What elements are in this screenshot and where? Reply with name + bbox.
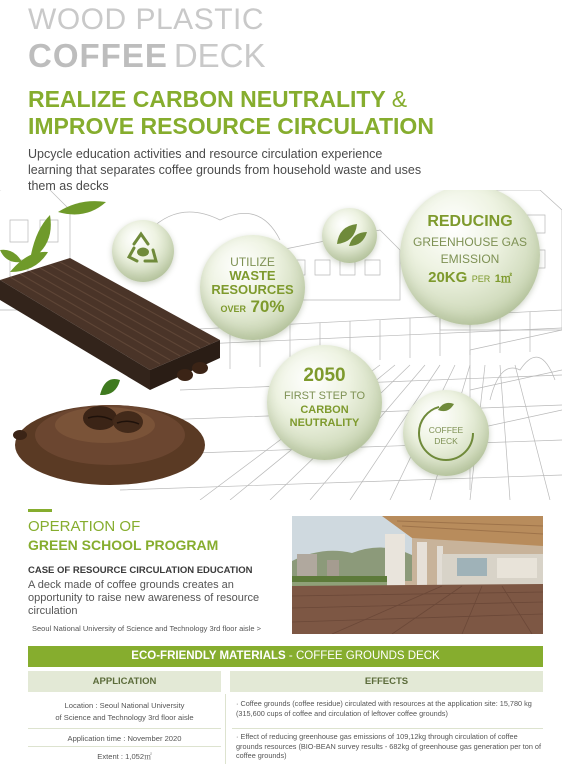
per-label: PER — [471, 274, 491, 284]
case-title: CASE OF RESOURCE CIRCULATION EDUCATION — [28, 565, 253, 576]
intro-text: Upcycle education activities and resource circulation experience learning that separates coffee grounds from household waste and uses them as decks — [28, 147, 422, 193]
title-line-2 — [28, 38, 266, 74]
greenhouse-gas-label: GREENHOUSE GAS — [412, 235, 528, 249]
amount-value: 20KG — [428, 269, 468, 286]
reducing-emission-bubble — [400, 190, 540, 325]
location-line-1: Location : Seoul National University — [64, 701, 185, 710]
row-divider — [28, 746, 221, 747]
hero-illustration — [0, 190, 562, 500]
effect-item-2: · Effect of reducing greenhouse gas emissions of 109,12kg through circulation of coffee grounds resources (BIO-BEAN survey results - 682kg of greenhouse gas generation per ton of coffee grounds) — [236, 732, 542, 760]
materials-title-bold: ECO-FRIENDLY MATERIALS — [131, 650, 286, 662]
application-header: APPLICATION — [28, 671, 221, 692]
effects-header: EFFECTS — [230, 671, 543, 692]
waste-label: WASTE — [229, 268, 276, 283]
carbon-label: CARBON — [300, 404, 349, 416]
application-time: Application time : November 2020 — [67, 734, 182, 743]
row-divider — [232, 728, 543, 729]
unit-label: 1㎡ — [494, 273, 512, 285]
extent: Extent : 1,052㎡ — [97, 752, 152, 761]
headline-ampersand: & — [391, 86, 408, 112]
case-description: A deck made of coffee grounds creates an opportunity to raise new awareness of resource circulation — [28, 579, 260, 617]
headline-line-2: IMPROVE RESOURCE CIRCULATION — [28, 113, 434, 139]
materials-title-bar — [28, 646, 543, 667]
resources-label: RESOURCES — [211, 282, 294, 297]
headline-line-1: REALIZE CARBON NEUTRALITY — [28, 86, 386, 112]
leaf-bubble — [322, 208, 377, 263]
deck-label: DECK — [434, 436, 458, 446]
location-cell — [28, 700, 221, 724]
recycle-bubble — [112, 220, 174, 282]
section-rule — [28, 509, 52, 512]
emission-label: EMISSION — [440, 252, 500, 266]
column-divider — [225, 694, 226, 764]
coffee-label: COFFEE — [428, 425, 464, 435]
photo-caption: Seoul National University of Science and Technology 3rd floor aisle > — [32, 624, 261, 633]
utilize-percent — [200, 298, 305, 318]
over-label: OVER — [220, 304, 247, 314]
effect-item-1: · Coffee grounds (coffee residue) circulated with resources at the application site: 15,780 kg (315,600 cups of coffee and circulation of leftover coffee grounds) — [236, 699, 532, 718]
reducing-label: REDUCING — [427, 213, 513, 230]
title-light-word: DECK — [173, 37, 266, 74]
year-label: 2050 — [303, 365, 346, 386]
operation-title-1: OPERATION OF — [28, 518, 141, 535]
materials-title-rest: - COFFEE GROUNDS DECK — [285, 650, 440, 662]
coffee-deck-bubble — [403, 390, 489, 476]
title-line-1: WOOD PLASTIC — [28, 3, 265, 36]
headline — [28, 86, 434, 140]
carbon-neutrality-bubble — [267, 345, 382, 460]
aisle-photo — [292, 516, 543, 634]
row-divider — [28, 728, 221, 729]
leaf-icon — [322, 208, 377, 263]
neutrality-label: NEUTRALITY — [289, 417, 360, 429]
reducing-amount — [400, 269, 540, 287]
title-bold-word: COFFEE — [28, 37, 168, 74]
operation-title-2: GREEN SCHOOL PROGRAM — [28, 537, 219, 553]
utilize-label: UTILIZE — [230, 255, 275, 269]
location-line-2: of Science and Technology 3rd floor aisle — [55, 713, 194, 722]
first-step-label: FIRST STEP TO — [283, 390, 366, 402]
percent-value: 70% — [250, 297, 285, 316]
utilize-waste-bubble — [200, 235, 305, 340]
recycle-icon — [112, 220, 174, 282]
